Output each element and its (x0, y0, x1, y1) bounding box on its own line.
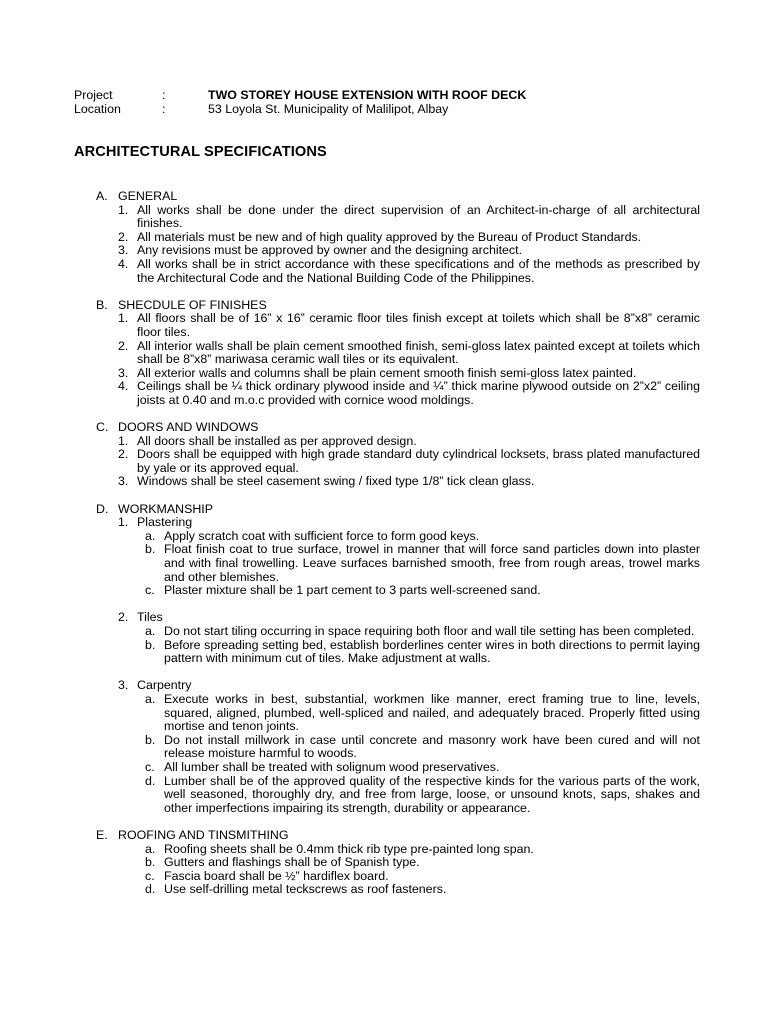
subsection-plastering (118, 516, 700, 530)
list-item (145, 584, 700, 598)
list-item (118, 244, 700, 258)
item-text: All works shall be in strict accordance with these specifications and of the methods as prescribed by the Architectural Code and the National Building Code of the Philippines. (137, 256, 700, 285)
list-item (145, 775, 700, 816)
list-item (118, 435, 700, 449)
project-label: Project (74, 88, 113, 102)
item-number: 1. (118, 433, 129, 448)
item-text: Execute works in best, substantial, workmen like manner, erect framing true to line, levels, squared, aligned, plumbed, well-spliced and nailed, and adequately braced. Properly fitted using mortise and tenon joints. (164, 691, 700, 734)
item-letter: c. (145, 868, 155, 883)
item-number: 3. (118, 474, 129, 489)
list-item (145, 761, 700, 775)
section-roofing (96, 829, 700, 897)
item-text: Fascia board shall be ½” hardiflex board. (164, 868, 389, 883)
item-text: Doors shall be equipped with high grade standard duty cylindrical locksets, brass plated manufactured by yale or its approved equal. (137, 447, 700, 475)
subsection-carpentry (118, 679, 700, 693)
item-letter: a. (145, 624, 156, 638)
item-number: 3. (118, 678, 129, 693)
item-text: Lumber shall be of the approved quality of the respective kinds for the various parts of the work, well seasoned, thoroughly dry, and free from large, loose, or unsound knots, saps, shakes and other imperfections impairing its strength, durability or appearance. (164, 773, 700, 815)
item-number: 4. (118, 256, 129, 271)
item-letter: b. (145, 732, 156, 747)
item-number: 3. (118, 365, 129, 380)
subsection-title: Plastering (137, 515, 193, 530)
spec-body (96, 190, 700, 910)
section-letter: E. (96, 827, 108, 842)
section-letter: D. (96, 501, 109, 516)
item-letter: c. (145, 583, 155, 598)
section-heading (96, 503, 700, 517)
list-item (145, 870, 700, 884)
project-row (74, 89, 526, 103)
list-item (118, 231, 700, 245)
section-title: WORKMANSHIP (118, 501, 213, 516)
item-text: Gutters and flashings shall be of Spanish type. (164, 855, 420, 870)
section-title: DOORS AND WINDOWS (118, 420, 259, 435)
item-text: Before spreading setting bed, establish borderlines center wires in both directions to permit laying pattern with minimum cut of tiles. Make adjustment at walls. (164, 637, 700, 666)
item-letter: d. (145, 882, 156, 897)
item-text: All doors shall be installed as per approved design. (137, 433, 417, 448)
list-item (145, 530, 700, 544)
item-letter: a. (145, 841, 156, 856)
section-title: ROOFING AND TINSMITHING (118, 827, 289, 842)
item-text: Do not install millwork in case until concrete and masonry work have been cured and will not release moisture harmful to woods. (164, 732, 700, 761)
item-text: Plaster mixture shall be 1 part cement to 3 parts well-screened sand. (164, 583, 541, 598)
item-letter: b. (145, 542, 156, 557)
list-item (118, 204, 700, 231)
item-text: Ceilings shall be ¼ thick ordinary plywood inside and ¼” thick marine plywood outside on 2”x2” ceiling joists at 0.40 and m.o.c provided with cornice wood moldings. (137, 379, 700, 407)
section-letter: C. (96, 420, 109, 435)
project-header (74, 89, 526, 116)
section-workmanship (96, 503, 700, 816)
section-finishes (96, 299, 700, 408)
list-item (145, 856, 700, 870)
list-item (145, 625, 700, 639)
list-item (118, 258, 700, 285)
item-text: All floors shall be of 16” x 16” ceramic floor tiles finish except at toilets which shall be 8”x8” ceramic floor tiles. (137, 311, 700, 339)
list-item (118, 312, 700, 339)
list-item (145, 543, 700, 584)
item-text: Apply scratch coat with sufficient force to form good keys. (164, 528, 480, 543)
section-letter: B. (96, 297, 108, 312)
location-row (74, 103, 526, 117)
section-heading (96, 829, 700, 843)
list-item (145, 734, 700, 761)
item-text: Any revisions must be approved by owner and the designing architect. (137, 243, 523, 258)
location-label: Location (74, 101, 121, 116)
item-number: 2. (118, 338, 129, 353)
item-number: 2. (118, 447, 129, 462)
item-text: Do not start tiling occurring in space requiring both floor and wall tile setting has been completed. (164, 624, 695, 638)
item-number: 3. (118, 243, 129, 258)
list-item (145, 883, 700, 897)
item-letter: b. (145, 855, 156, 870)
section-heading (96, 421, 700, 435)
list-item (145, 693, 700, 734)
section-general (96, 190, 700, 285)
item-letter: a. (145, 528, 156, 543)
section-doors-windows (96, 421, 700, 489)
list-item (118, 475, 700, 489)
list-item (145, 639, 700, 666)
item-text: All exterior walls and columns shall be plain cement smooth finish semi-gloss latex painted. (137, 365, 637, 380)
item-text: Windows shall be steel casement swing / fixed type 1/8” tick clean glass. (137, 474, 535, 489)
item-letter: b. (145, 637, 156, 652)
item-text: Float finish coat to true surface, trowel in manner that will force sand particles down into plaster and with final trowelling. Leave surfaces barnished smooth, free from rough areas, trowel marks and other blemishes. (164, 542, 700, 584)
item-text: All lumber shall be treated with solignum wood preservatives. (164, 759, 500, 774)
item-number: 2. (118, 610, 129, 625)
project-colon: : (162, 88, 166, 102)
page-title: ARCHITECTURAL SPECIFICATIONS (74, 144, 327, 160)
list-item (118, 380, 700, 407)
subsection-tiles (118, 611, 700, 625)
location-colon: : (162, 101, 166, 116)
list-item (118, 448, 700, 475)
item-number: 4. (118, 379, 129, 394)
item-number: 2. (118, 229, 129, 244)
item-text: All interior walls shall be plain cement smoothed finish, semi-gloss latex painted except at toilets which shall be 8”x8” mariwasa ceramic wall tiles or its equivalent. (137, 338, 700, 367)
subsection-title: Tiles (137, 610, 163, 625)
section-heading (96, 190, 700, 204)
item-number: 1. (118, 515, 129, 530)
item-number: 1. (118, 202, 129, 217)
section-heading (96, 299, 700, 313)
item-letter: a. (145, 691, 156, 706)
project-value: TWO STOREY HOUSE EXTENSION WITH ROOF DECK (208, 88, 527, 102)
subsection-title: Carpentry (137, 678, 192, 693)
list-item (118, 340, 700, 367)
section-title: SHECDULE OF FINISHES (118, 297, 267, 312)
location-value: 53 Loyola St. Municipality of Malilipot, Albay (208, 101, 449, 116)
item-letter: d. (145, 773, 156, 788)
item-text: Roofing sheets shall be 0.4mm thick rib type pre-painted long span. (164, 841, 534, 856)
list-item (145, 843, 700, 857)
item-number: 1. (118, 311, 129, 326)
item-text: All materials must be new and of high quality approved by the Bureau of Product Standards. (137, 229, 642, 244)
item-text: Use self-drilling metal teckscrews as roof fasteners. (164, 882, 447, 897)
list-item (118, 367, 700, 381)
section-letter: A. (96, 189, 108, 203)
item-text: All works shall be done under the direct supervision of an Architect-in-charge of all architectural finishes. (137, 202, 700, 231)
section-title: GENERAL (118, 189, 178, 203)
item-letter: c. (145, 759, 155, 774)
